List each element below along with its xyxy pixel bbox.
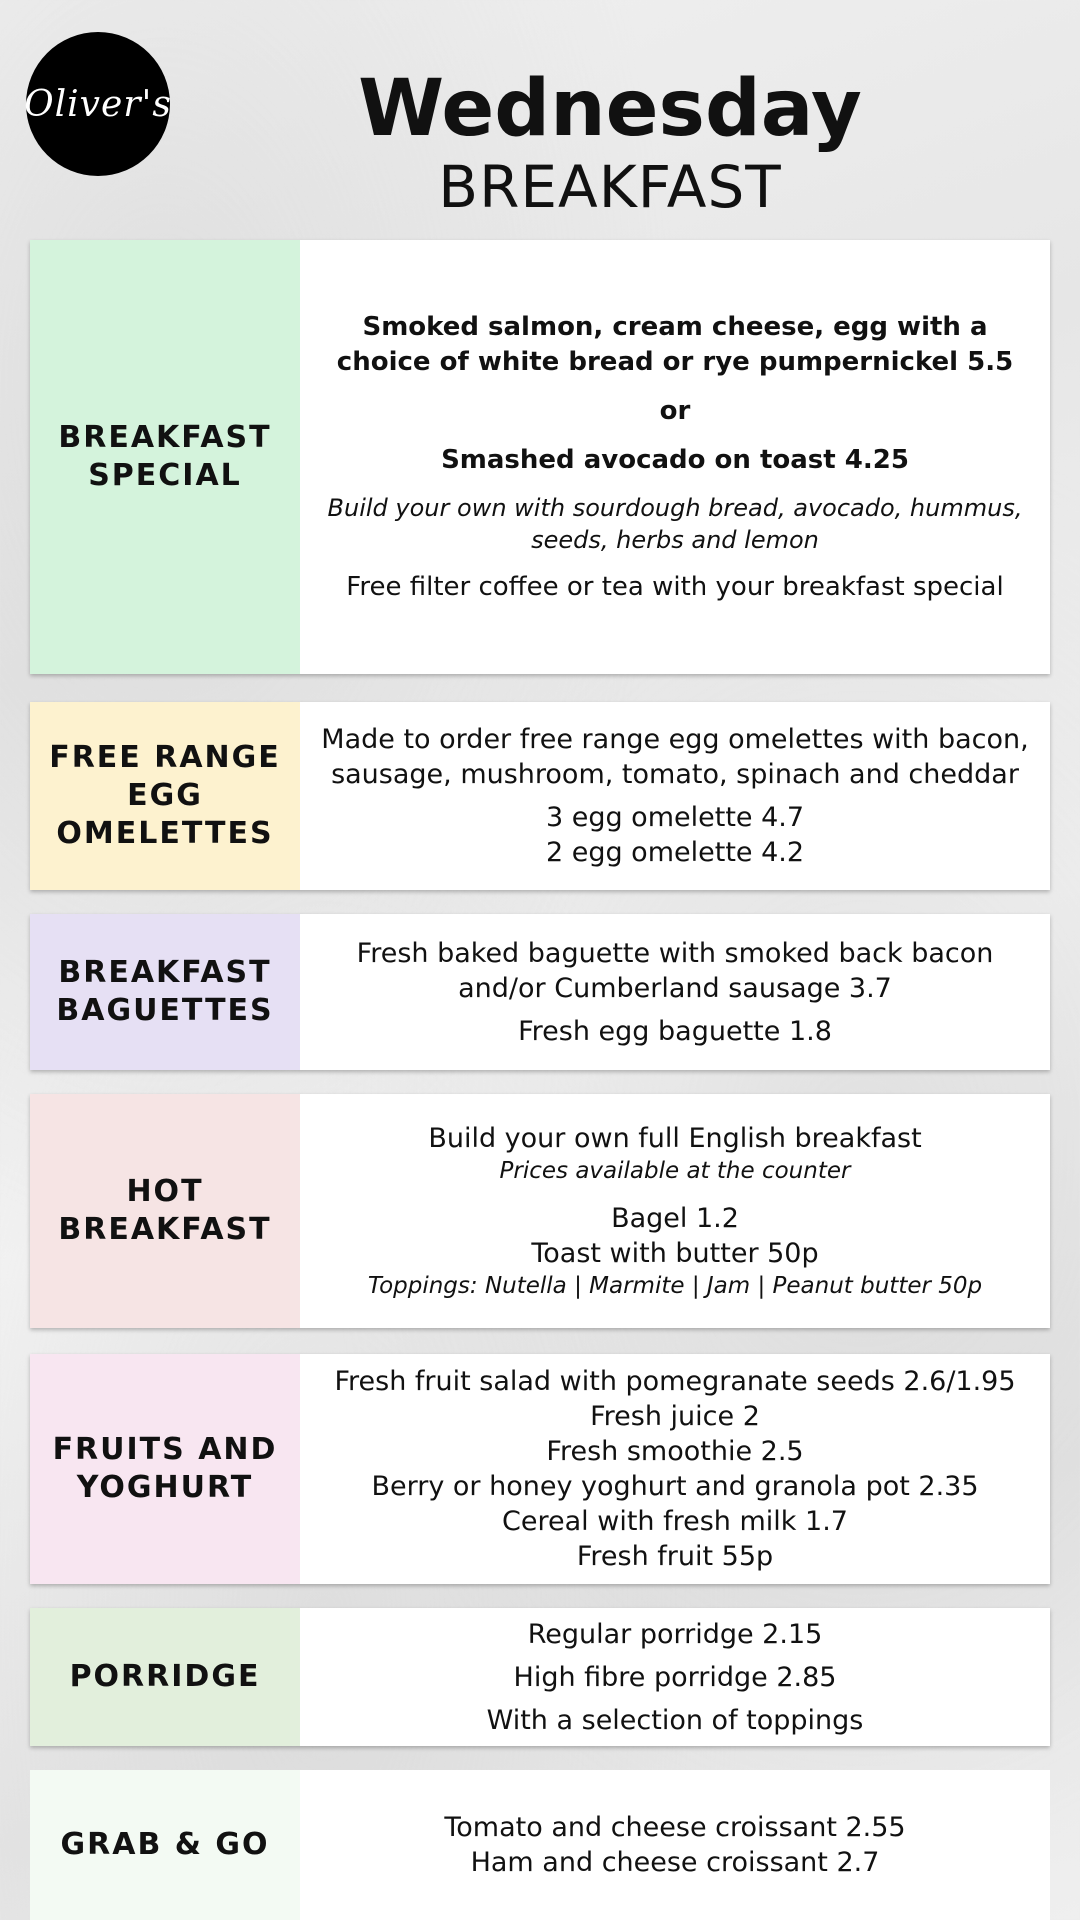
- menu-item: Fresh fruit salad with pomegranate seeds 2.6/1.95: [334, 1366, 1016, 1397]
- menu-item: Fresh juice 2: [590, 1401, 760, 1432]
- section-content: [300, 1770, 1050, 1920]
- section-hot-breakfast: [30, 1094, 1050, 1328]
- section-fruits-yoghurt: [30, 1354, 1050, 1584]
- menu-or: or: [659, 395, 691, 426]
- menu-item: High fibre porridge 2.85: [513, 1661, 837, 1693]
- menu-description: Made to order free range egg omelettes with bacon, sausage, mushroom, tomato, spinach and cheddar: [321, 724, 1029, 790]
- section-content: [300, 240, 1050, 674]
- menu-item: Tomato and cheese croissant 2.55: [444, 1812, 906, 1843]
- section-content: [300, 1608, 1050, 1746]
- section-label: BREAKFAST BAGUETTES: [30, 914, 300, 1070]
- menu-item: Fresh baked baguette with smoked back bacon and/or Cumberland sausage 3.7: [356, 937, 994, 1004]
- menu-item: Smoked salmon, cream cheese, egg with a choice of white bread or rye pumpernickel 5.5: [336, 311, 1014, 377]
- menu-toppings: Toppings: Nutella | Marmite | Jam | Peanut butter 50p: [367, 1272, 983, 1299]
- section-label: FREE RANGE EGG OMELETTES: [30, 702, 300, 890]
- page-subtitle-meal: BREAKFAST: [438, 153, 782, 221]
- logo-text: Oliver's: [24, 83, 172, 125]
- section-baguettes: [30, 914, 1050, 1070]
- menu-item: With a selection of toppings: [486, 1704, 864, 1736]
- menu-item: Cereal with fresh milk 1.7: [502, 1506, 848, 1537]
- menu-item: 3 egg omelette 4.7: [545, 802, 805, 833]
- menu-item: Berry or honey yoghurt and granola pot 2.35: [371, 1471, 979, 1502]
- menu-note: Prices available at the counter: [499, 1157, 851, 1184]
- menu-offer: Free filter coffee or tea with your breakfast special: [346, 571, 1004, 602]
- section-porridge: [30, 1608, 1050, 1746]
- section-content: [300, 702, 1050, 890]
- section-content: [300, 1094, 1050, 1328]
- menu-item: Regular porridge 2.15: [527, 1618, 823, 1650]
- section-content: [300, 914, 1050, 1070]
- section-breakfast-special: [30, 240, 1050, 674]
- menu-note: Build your own with sourdough bread, avocado, hummus, seeds, herbs and lemon: [327, 493, 1023, 554]
- menu-item: Ham and cheese croissant 2.7: [470, 1847, 880, 1878]
- section-omelettes: [30, 702, 1050, 890]
- menu-item: Fresh egg baguette 1.8: [518, 1015, 832, 1047]
- page-title-day: Wednesday: [358, 64, 862, 154]
- menu-item: Fresh fruit 55p: [576, 1541, 774, 1572]
- section-label: PORRIDGE: [30, 1608, 300, 1746]
- section-label: HOT BREAKFAST: [30, 1094, 300, 1328]
- section-content: [300, 1354, 1050, 1584]
- section-label: BREAKFAST SPECIAL: [30, 240, 300, 674]
- menu-item: Toast with butter 50p: [531, 1237, 819, 1269]
- section-label: FRUITS AND YOGHURT: [30, 1354, 300, 1584]
- menu-item: Smashed avocado on toast 4.25: [441, 444, 909, 475]
- section-label: GRAB & GO: [30, 1770, 300, 1920]
- menu-item: Build your own full English breakfast: [428, 1122, 922, 1154]
- menu-item: Fresh smoothie 2.5: [546, 1436, 804, 1467]
- section-grab-go: [30, 1770, 1050, 1920]
- menu-item: 2 egg omelette 4.2: [545, 837, 805, 868]
- menu-item: Bagel 1.2: [611, 1202, 739, 1234]
